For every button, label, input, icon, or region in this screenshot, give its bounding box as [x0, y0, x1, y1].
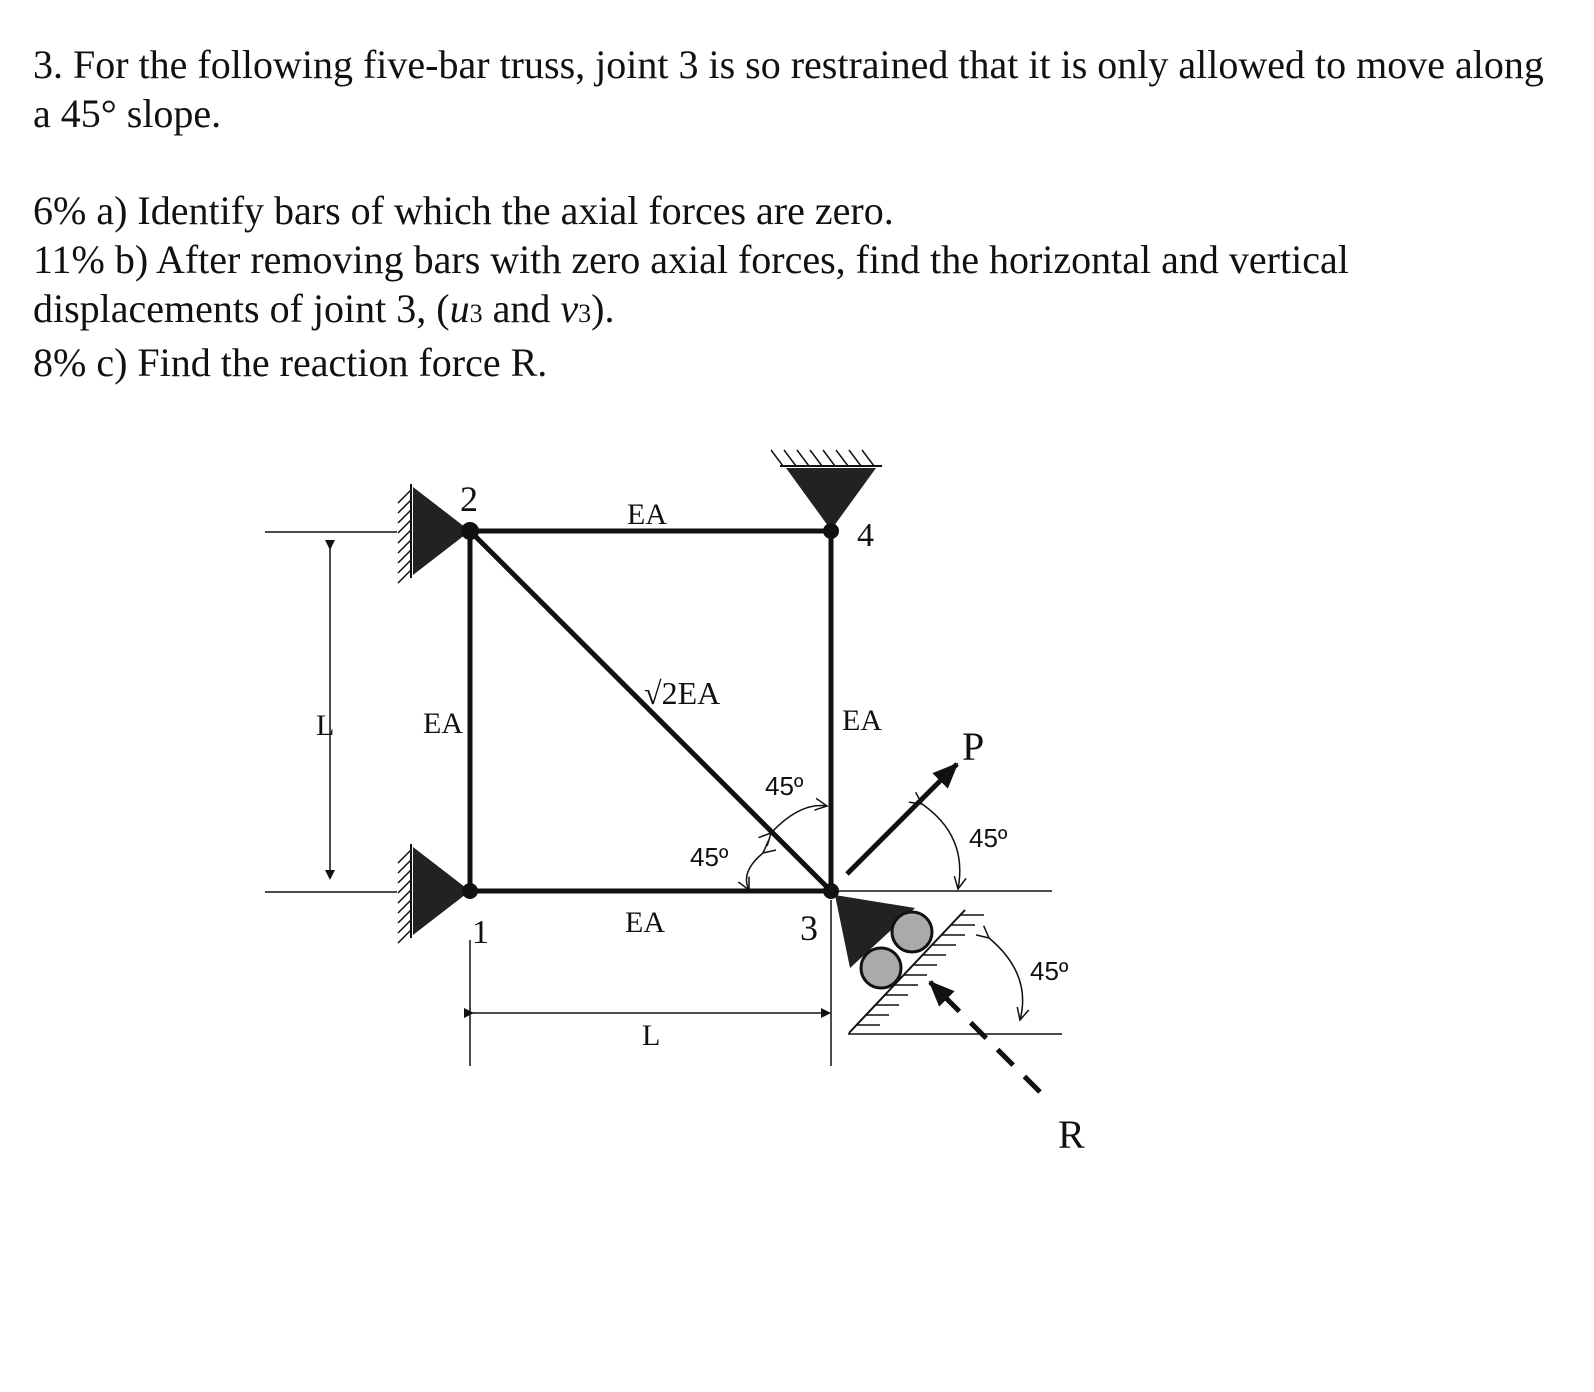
angle-label-upper: 45º [765, 771, 804, 801]
joint-2-label: 2 [460, 479, 478, 519]
bar-2-3 [470, 531, 831, 891]
part-a-percent: 6% [33, 188, 87, 233]
load-arrow [847, 764, 957, 874]
pin-support-joint-1 [398, 844, 470, 943]
joint-1-label: 1 [472, 914, 489, 951]
reaction-arrow [930, 982, 1040, 1092]
angle-label-lower: 45º [690, 842, 729, 872]
bar-bottom-label: EA [625, 906, 665, 939]
problem-intro: 3. For the following five-bar truss, joint 3 is so restrained that it is only allowed to move along a 45° slope. [33, 42, 1544, 136]
roller-upper [892, 912, 932, 952]
bar-diagonal-label: √2EA [644, 675, 721, 711]
part-b-text: b) After removing bars with zero axial forces, find the horizontal and vertical displacements of joint 3, ( [33, 237, 1349, 331]
u3-variable: u [449, 286, 470, 331]
joint-4-node [823, 523, 839, 539]
part-c-percent: 8% [33, 340, 87, 385]
and-text: and [482, 286, 561, 331]
truss-bars [470, 531, 831, 891]
angle-arc-lower [746, 853, 763, 890]
roller-support-joint-3 [835, 895, 1062, 1034]
v3-subscript: 3 [578, 299, 592, 328]
load-label: P [962, 724, 985, 769]
dim-horizontal-label: L [642, 1019, 661, 1052]
angle-label-load: 45º [969, 823, 1008, 853]
reaction-label: R [1058, 1112, 1085, 1157]
bar-top-label: EA [627, 498, 667, 531]
joint-3-label: 3 [800, 908, 818, 948]
u3-subscript: 3 [469, 299, 483, 328]
dim-vertical-label: L [316, 709, 335, 742]
joint-3-node [823, 883, 839, 899]
joint-1-node [462, 883, 478, 899]
part-c-text: c) Find the reaction force R. [96, 340, 548, 385]
close-text: ). [591, 286, 615, 331]
bar-left-label: EA [423, 707, 463, 740]
part-a-text: a) Identify bars of which the axial forces are zero. [96, 188, 894, 233]
angle-label-slope: 45º [1030, 956, 1069, 986]
v3-variable: v [560, 286, 579, 331]
part-b-percent: 11% [33, 237, 105, 282]
joint-4-label: 4 [857, 517, 874, 554]
joint-2-node [461, 522, 479, 540]
bar-right-label: EA [842, 704, 882, 737]
roller-lower [861, 948, 901, 988]
angle-arc-slope [989, 938, 1023, 1020]
angle-arc-load [922, 804, 960, 889]
angle-arc-upper [771, 806, 827, 833]
